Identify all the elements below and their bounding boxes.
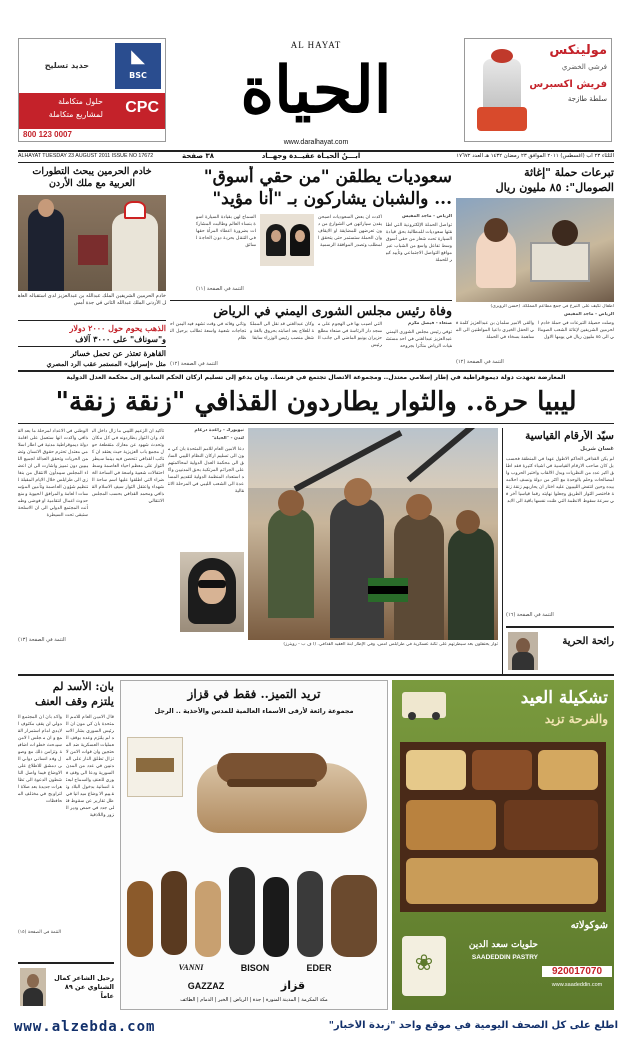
yemen-col-3: وكان عبدالغني قد نقل الى المملكة للعلاج بعد اصابته بحروق بالغة وشغل منصب رئيس الوزراء سابقا — [250, 322, 314, 341]
gazzaz-brand-bison: BISON — [240, 963, 270, 973]
ad-steel-tagline: حديد تسليح — [44, 61, 89, 70]
assad-headline-2: يلتزم وقف العنف — [35, 695, 114, 708]
somalia-caption: أطفال تكيف على التبرع في جمع مطاعم المملكة. (حسن الزويري) — [490, 304, 614, 309]
saadeddin-brand-ar: حلويات سعد الدين — [468, 940, 538, 950]
footer-bar — [10, 1015, 622, 1041]
libya-col-b: تأكيد ان الزعيم الليبي ما زال داخل البلاد وان الثوار يطاردونه في كل مكان وتحدث شهود عن معارك متقطعة حول مجمع باب العزيزية حيث يعتقد ان كتائب القذافي تتحصن فيه بينما سيطر الثوار على معظم احياء العاصمة وسط احتفالات شعبية واسعة في الساحة الخضراء التي اطلقوا عليها اسم ساحة الشهداء واعتقل الثوار سيف الاسلام القذافي ومحمد القذافي بحسب المجلس الانتقالي — [92, 429, 164, 504]
king-caption: خادم الحرمين الشريفين الملك عبدالله بن عبدالعزيز لدى استقباله العاهل الأردني الملك عبدالله الثاني في جدة أمس — [18, 293, 166, 306]
shoes-image — [127, 861, 383, 961]
somalia-author: الرياض - ماجد المفيس — [563, 312, 614, 317]
libya-author-1: نيويورك - راغدة درغام — [194, 428, 244, 433]
somalia-headline-1: تبرعات حملة "إغاثة — [524, 166, 614, 179]
cpc-phone: 800 123 0007 — [23, 130, 72, 139]
women-author: الرياض - ماجد المفيس — [401, 214, 452, 219]
ghassan-body: لم يكن القذافي الحاكم الاطول عهدا في المنطقة فحسب بل كان صاحب الارقام القياسية في اشياء كثيرة فقد اطلق اكبر عدد من النظريات وبدل الالقاب واختبر الحروب والمصالحات وحلم بالوحدة مع اكثر من دولة ونسف احلامه بيده وحين انتفض الليبيون عليه اختار ان يحاربهم زنقة زنقة فاختصر الثوار الطريق وجعلوا نهايته رقما قياسيا آخر في سرعة سقوط الانظمة التي ظنت نفسها باقية الى الابد — [506, 457, 614, 504]
cpc-line2: لمشاريع متكاملة — [48, 110, 103, 119]
assad-section — [18, 962, 114, 1008]
women-col-3: السماح لهن بقيادة السيارة أسوة بنساء العالم وطالبت المشاركات بضرورة اعطاء المرأة حقها في التنقل بحرية دون الحاجة لسائق — [196, 215, 256, 248]
assad-more[interactable]: التتمة في الصفحة (١٥) — [18, 930, 62, 935]
libya-headline: ليبيا حرة.. والثوار يطاردون القذافي "زنقة زنقة" — [55, 387, 577, 417]
libya-kicker: المعارضة تعهدت دولة ديموقراطية في إطار إسلامي معتدل.. ومجموعة الاتصال تجتمع في فرنسا.. وبان يدعو إلى تسليم أركان الحكم السابق إلى محكمة العدل الدولية — [66, 374, 566, 381]
gold-line3: القاهرة تعتذر عن تحمل خسائر — [70, 349, 166, 358]
women-headline-2: ... والشبان يشاركون بـ "أنا مؤيد" — [212, 189, 452, 209]
moulinex-product-image — [473, 49, 531, 135]
libya-more[interactable]: التتمة في الصفحة (١٣) — [18, 637, 66, 643]
gazzaz-title: تريد التميز.. فقط في قزاز — [187, 687, 321, 701]
ghassan-portrait — [508, 632, 538, 670]
masthead-url: www.daralhayat.com — [283, 139, 349, 146]
gazzaz-brand-vanni: VANNI — [178, 963, 204, 972]
libya-photo-caption: ثوار يحتفلون بعد سيطرتهم على ثكنة عسكرية في طرابلس أمس، وفي الإطار ابنة العقيد القذافي. (أ ف ب - رويترز) — [283, 642, 498, 647]
cpc-line1: حلول متكاملة — [58, 97, 103, 106]
yemen-headline: وفاة رئيس مجلس الشورى اليمني في الرياض — [213, 303, 452, 318]
somalia-col-1: وصلت حصيلة التبرعات في حملة خادم الحرمين الشريفين لإغاثة الشعب الصومالي الى ٨٥ مليون ريال في يومها الاول — [538, 321, 614, 340]
yemen-author: صنعاء - فيصل مكرم — [407, 321, 452, 326]
women-photo — [260, 214, 314, 266]
women-more[interactable]: التتمة في الصفحة (١١) — [196, 286, 244, 292]
masthead-latin: AL HAYAT — [290, 40, 342, 50]
saadeddin-chocolate: شوكولاته — [570, 920, 608, 931]
issue-ar: الثلثاء ٢٣ آب (أغسطس) ٢٠١١ الموافق ٢٣ رمضان ١٤٣٢ هـ العدد ١٧٦٧٢ — [456, 153, 614, 159]
saadeddin-sub: والفرحة تزيد — [544, 712, 608, 726]
footer-promo: اطلع على كل الصحف اليومية في موقع واحد "زبدة الأخبار" — [328, 1020, 618, 1031]
women-col-1: تواصل الحملة الإلكترونية التي أطلقتها سعوديات للمطالبة بحق قيادة السيارة تحت شعار من حقي أسوق وسط تفاعل واسع من الشباب عبر مواقع التواصل الاجتماعي وتأييد كبير للحملة — [386, 223, 452, 263]
king-headline: خادم الحرمين يبحث التطورات العربية مع ملك الأردن — [32, 166, 152, 189]
women-col-2: اكدت ان بعض السعوديات اصبحن يقدن سياراتهن في الشوارع من دون تعرضهن للمضايقة او الايقاف وان الحملة ستستمر حتى يتحقق المطلب وتصدر الموافقة الرسمية — [318, 215, 382, 248]
ghassan-section — [506, 626, 614, 672]
moulinex-line2: فريش اكسبرس — [529, 79, 607, 90]
shinnawi-portrait — [20, 968, 46, 1006]
masthead-slogan: ابـــنُ الحيـاة عقيــدة وجهــاد — [261, 152, 361, 160]
ad-saadeddin[interactable] — [392, 680, 614, 1010]
vanni-box-image — [127, 737, 183, 797]
assad-col-2: واكد بان ان المجتمع الدولي لن يقف مكتوف الايدي امام استمرار القمع وان مجلس الامن سيبحث خطوات اضافية وتزامن ذلك مع وصول وفد انساني دولي الى دمشق للاطلاع على الاوضاع فيما واصل الناشطون الدعوة الى تظاهرات جديدة بعد صلاة التراويح في مختلف المحافظات — [18, 715, 62, 804]
chocolates-image — [400, 742, 606, 912]
saadeddin-truck-icon — [402, 692, 446, 718]
ad-steel-cpc[interactable] — [18, 38, 166, 142]
bsc-brand: BSC — [129, 71, 147, 80]
gazzaz-store-ar: قزاز — [280, 979, 306, 992]
footer-url[interactable]: www.alzebda.com — [14, 1019, 156, 1035]
yemen-col-4: وتأتي وفاته في وقت تشهد فيه اليمن احتجاجات شعبية واسعة تطالب برحيل النظام — [170, 322, 246, 341]
moulinex-line3: سلطة طازجة — [567, 95, 607, 103]
issue-en: ALHAYAT TUESDAY 23 AUGUST 2011 ISSUE NO 17672 — [18, 153, 154, 159]
saadeddin-emblem: ❀ — [402, 936, 446, 996]
masthead-logo: الحياة — [240, 53, 392, 128]
gazzaz-store: GAZZAZ — [187, 981, 225, 991]
masthead-pages: ٣٨ صفحة — [181, 152, 215, 160]
assad-col-1: قال الامين العام للامم المتحدة بان كي مون ان الرئيس السوري بشار الاسد لم يلتزم وعده بوقف العمليات العسكرية ضد المحتجين وان قوات الامن لا تزال تطلق النار على المدنيين في عدد من المدن السورية ودعا الى وقف فوري للعنف والسماح لبعثة انسانية بدخول البلاد وتقييم الاوضاع ميدانيا في ظل تقارير عن سقوط قتلى جدد في حمص ودير الزور واللاذقية — [66, 715, 114, 818]
saadeddin-brand-en: SAADEDDIN PASTRY — [471, 954, 538, 961]
saadeddin-url: www.saadeddin.com — [551, 982, 603, 988]
sandal-image — [187, 733, 373, 851]
gold-line2: و"سوناف" على ٣٠٠٠ آلاف — [75, 334, 166, 344]
moulinex-brand: مولينكس — [549, 43, 607, 58]
gold-line1: الذهب يحوم حول ٢٠٠٠ دولار — [69, 323, 166, 333]
gazzaz-sub: مجموعة رائعة لأرقى الأسماء العالمية للمدس والأحذية .. الرجل — [154, 707, 354, 715]
cpc-banner — [19, 93, 165, 129]
libya-author-2: لندن - "الحياة" — [211, 436, 244, 441]
yemen-col-1: توفي رئيس مجلس الشورى اليمني عبدالعزيز عبدالغني في احد مستشفيات الرياض متأثرا بجروحه — [386, 330, 452, 349]
bsc-logo-icon: ◣ — [131, 46, 145, 67]
ad-moulinex[interactable] — [464, 38, 612, 142]
yemen-more[interactable]: التتمة في الصفحة (١٢) — [170, 361, 218, 367]
ghassan-author: غسان شربل — [580, 446, 614, 452]
libya-col-c: دعا الامين العام للامم المتحدة بان كي مون الى تسليم اركان النظام الليبي السابق الى محكمة العدل الدولية لمحاكمتهم على الجرائم المرتكبة بحق المدنيين واكد استعداد المنظمة الدولية لتقديم المساعدة الى الشعب الليبي في المرحلة الانتقالية — [168, 447, 244, 494]
cpc-logo: CPC — [125, 99, 159, 116]
gold-line4: مثل «إسرائيل» المستمر عقب الرد المصري — [46, 360, 166, 368]
libya-col-a: الوطني في الاعداد لمرحلة ما بعد القذافي واكدت انها ستعمل على اقامة دولة ديموقراطية مدنية في اطار اسلامي معتدل تحترم حقوق الانسان وتضمن الحريات وتحقق العدالة لجميع الليبيين دون تمييز واشارت الى ان اعضاء المجلس سيبدأون الانتقال من بنغازي الى طرابلس خلال الايام المقبلة لتنظيم شؤون العاصمة وتأمين المؤسسات العامة والمرافق الحيوية ومنع حدوث اعمال انتقامية او فوضى وطمأنت المجتمع الدولي الى ان الاسلحة ستبقى تحت السيطرة — [18, 429, 88, 518]
assad-section-title: رحيل الشاعر كمال الشناوي عن ٨٩ عاماً — [54, 974, 114, 1000]
somalia-headline-2: الصومال": ٨٥ مليون ريال — [495, 181, 614, 194]
gazzaz-branches: مكة المكرمة | المدينة المنورة | جدة | الرياض | الخبر | الدمام | الطائف — [180, 997, 328, 1003]
ghassan-headline: سيّد الأرقام القياسية — [525, 430, 614, 442]
saadeddin-title: تشكيلة العيد — [520, 688, 608, 708]
gazzaz-brand-eder: EDER — [306, 963, 332, 973]
yemen-col-2: التي اصيب بها في الهجوم على مسجد دار الرئاسة في صنعاء مطلع حزيران يونيو الماضي الى جانب الرئيس — [318, 322, 382, 348]
assad-headline-1: بان: الأسد لم — [52, 680, 114, 693]
somalia-col-2: والقى الامير سلمان بن عبدالعزيز كلمة في الحفل الخيري داعيا المواطنين الى المساهمة بسخاء في الحملة — [456, 321, 534, 340]
somalia-photo — [456, 198, 614, 302]
libya-photo — [248, 428, 498, 640]
somalia-more[interactable]: التتمة في الصفحة (١٢) — [456, 359, 504, 365]
ghassan-section-title: رائحة الحرية — [562, 636, 614, 647]
ghassan-more[interactable]: التتمة في الصفحة (١٦) — [506, 612, 554, 618]
king-photo — [18, 195, 166, 291]
saadeddin-phone: 920017070 — [542, 966, 612, 977]
women-headline-1: سعوديات يطلقن "من حقي أسوق" — [203, 167, 452, 187]
ad-gazzaz[interactable] — [120, 680, 388, 1010]
moulinex-line1: فرشي الخضري — [561, 63, 607, 71]
aisha-photo — [180, 552, 244, 632]
